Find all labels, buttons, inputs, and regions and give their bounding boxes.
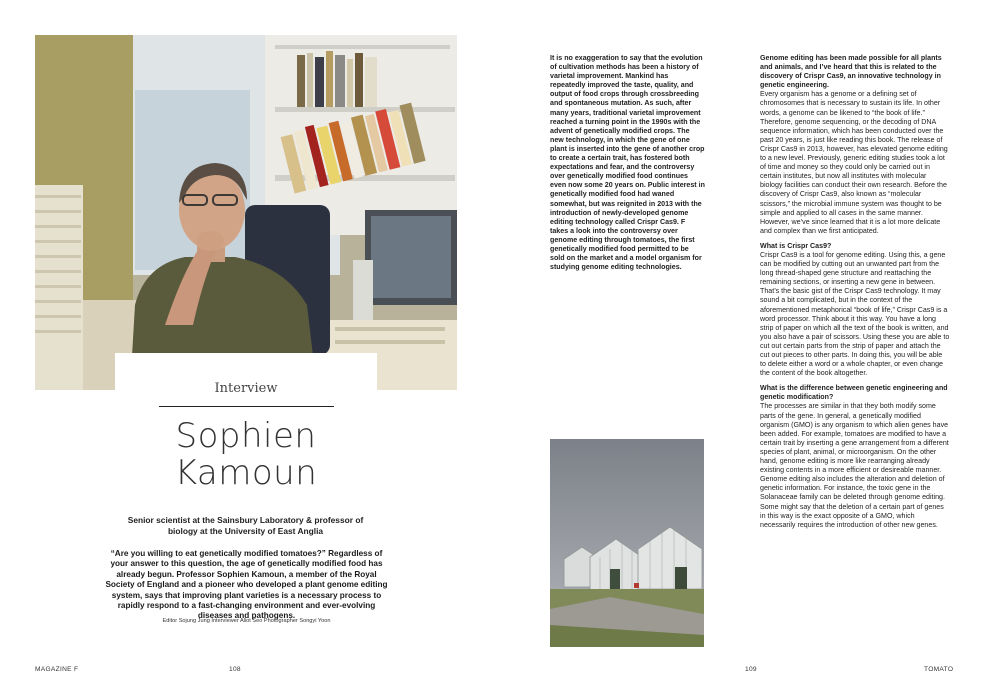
interviewee-name	[115, 418, 377, 492]
magazine-name: MAGAZINE F	[35, 666, 79, 673]
section-label: Interview	[214, 381, 278, 396]
title-card	[115, 353, 377, 493]
qa-column	[760, 54, 950, 530]
answer-1: Every organism has a genome or a defining set of chromosomes that is necessary to sustain its life. In other words, a genome can be likened to “the book of life.” Therefore, genome sequencing, or the decoding of DNA sequence information, which has been conducted over the past 20 years, is just like reading this book. The release of Crispr Cas9 in 2013, however, has elevated genome editing to a new level. Previously, generic editing studies took a lot of time and money so they could only be carried out in certain institutes, but now all institutes with molecular biology facilities can conduct their own research. Before the discovery of Crispr Cas9, also known as “molecular scissors,” the microbial immune system was thought to be simple and applied to all cases in the same manner. However, we’ve since learned that it is a lot more delicate and complex than we first anticipated.	[760, 90, 948, 235]
intro-column: It is no exaggeration to say that the evolution of cultivation methods has been a history of varietal improvement. Mankind has repeatedly improved the taste, quality, and output of food crops through crossbreeding and spontaneous mutation. As such, after many years, traditional varietal improvement reached a turning point in the 1990s with the advent of genetically modified crops. The new technology, in which the gene of one plant is inserted into the gene of another crop to create a certain trait, has fostered both expectations and fear, and the controversy over genetically modified food continues even now some 20 years on. Public interest in genetically modified food had waned somewhat, but was reignited in 2013 with the introduction of newly-developed genome editing technology called Crispr Cas9. F takes a look into the controversy over genome editing through tomatoes, the first genetically modified food permitted to be sold on the market and a model organism for studying genome editing technologies.	[550, 54, 705, 272]
portrait-photo	[35, 35, 457, 390]
page-number-left: 108	[229, 666, 241, 673]
answer-3: The processes are similar in that they both modify some parts of the gene. In general, a genetically modified organism (GMO) is any organism to which alien genes have been added. For example, tomatoes are modified to have a certain trait by inserting a gene arrangement from a different species of plant, animal, or microorganism. On the other hand, genome editing is more like rearranging already existing contents in a more efficient or desireable manner. Genome editing also includes the alteration and deletion of genetic information. For instance, the toxic gene in the Solanaceae family can be deleted through genome editing. Some might say that the deletion of a certain part of genes in this way is the exact opposite of a GMO, which necessarily requires the introduction of other new genes.	[760, 402, 949, 529]
question-3: What is the difference between genetic engineering and genetic modification?	[760, 384, 948, 402]
section-name: TOMATO	[924, 666, 954, 673]
name-last: Kamoun	[174, 453, 318, 493]
question-2: What is Crispr Cas9?	[760, 241, 832, 250]
question-1: Genome editing has been made possible for all plants and animals, and I’ve heard that this is related to the discovery of Crispr Cas9, an innovative technology in genetic engineering.	[760, 54, 942, 90]
name-first: Sophien	[175, 416, 317, 456]
answer-2: Crispr Cas9 is a tool for genome editing. Using this, a gene can be modified by cutting out an unwanted part from the long thread-shaped gene structure and reattaching the remaining sections, or inserting a new gene in between. That’s the basic gist of the Crispr Cas9 technology. It may sound a bit complicated, but in the context of the aforementioned metaphorical “book of life,” Crispr Cas9 is a word processor. Think about it this way. You have a long strip of paper on which all the text of the book is written, and you also have a pair of scissors. Using these you are able to cut out certain parts from the strip of paper and attach the cut out pieces to other parts. In doing this, you will be able to delete either a word or a whole chapter, or even change the content of the book altogether.	[760, 250, 950, 378]
credits-line: Editor Sojung Jung Interviewer Aliot Seo Photographer Songyi Yoon	[162, 618, 331, 624]
lead-paragraph: “Are you willing to eat genetically modified tomatoes?” Regardless of your answer to this question, the age of genetically modified food has already begun. Professor Sophien Kamoun, a member of the Royal Society of England and a pioneer who developed a plant genome editing system, says that improving plant varieties is a necessary process to rapidly respond to a fast-changing environment and ever-evolving diseases and pathogens.	[105, 549, 388, 621]
title-divider	[159, 406, 334, 407]
greenhouse-photo	[550, 439, 704, 647]
page-number-right: 109	[745, 666, 757, 673]
interviewee-title: Senior scientist at the Sainsbury Laboratory & professor of biology at the University of East Anglia	[127, 515, 364, 536]
